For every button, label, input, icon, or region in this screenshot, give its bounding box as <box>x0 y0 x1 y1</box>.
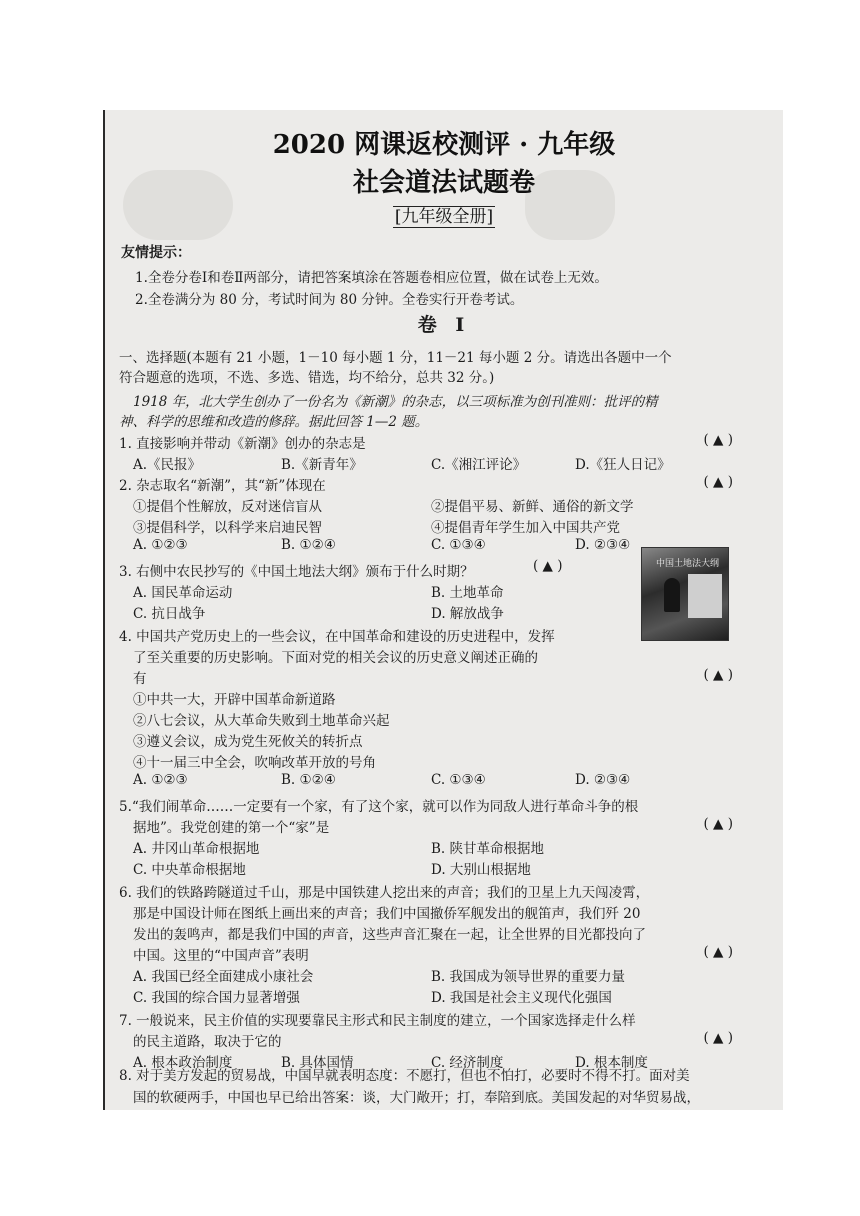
q4-statement-3: ③遵义会议，成为党生死攸关的转折点 <box>133 733 363 750</box>
q1-option-d: D.《狂人日记》 <box>575 456 671 473</box>
question-4-stem: 了至关重要的历史影响。下面对党的相关会议的历史意义阐述正确的 <box>133 649 538 666</box>
q7-option-b: B. 具体国情 <box>281 1054 354 1071</box>
question-6-stem: 那是中国设计师在图纸上画出来的声音；我们中国撤侨军舰发出的舰笛声，我们歼 20 <box>133 905 641 922</box>
q6-option-c: C. 我国的综合国力显著增强 <box>133 989 300 1006</box>
question-4-stem: 4. 中国共产党历史上的一些会议，在中国革命和建设的历史进程中，发挥 <box>119 628 555 645</box>
q7-option-a: A. 根本政治制度 <box>133 1054 233 1071</box>
q5-option-c: C. 中央革命根据地 <box>133 861 246 878</box>
section-instruction: 符合题意的选项，不选、多选、错选，均不给分，总共 32 分。) <box>119 370 495 387</box>
q3-option-a: A. 国民革命运动 <box>133 584 233 601</box>
q4-statement-4: ④十一届三中全会，吹响改革开放的号角 <box>133 754 376 771</box>
q6-option-d: D. 我国是社会主义现代化强国 <box>431 989 612 1006</box>
answer-mark: ( ▲ ) <box>533 558 563 574</box>
tips-heading: 友情提示： <box>121 245 191 261</box>
question-3-stem: 3. 右侧中农民抄写的《中国土地法大纲》颁布于什么时期？ <box>119 563 474 580</box>
q6-option-a: A. 我国已经全面建成小康社会 <box>133 968 314 985</box>
question-5-stem: 5.“我们闹革命……一定要有一个家，有了这个家，就可以作为同敌人进行革命斗争的根 <box>119 798 639 815</box>
q1-option-b: B.《新青年》 <box>281 456 363 473</box>
q7-option-c: C. 经济制度 <box>431 1054 504 1071</box>
exam-scope-text: [九年级全册] <box>394 207 494 227</box>
question-7-stem: 7. 一般说来，民主价值的实现要靠民主形式和民主制度的建立，一个国家选择走什么样 <box>119 1012 636 1029</box>
answer-mark: ( ▲ ) <box>703 1029 733 1046</box>
q2-option-a: A. ①②③ <box>133 537 188 553</box>
q5-option-d: D. 大别山根据地 <box>431 861 531 878</box>
q4-option-c: C. ①③④ <box>431 771 486 788</box>
q5-option-b: B. 陕甘革命根据地 <box>431 840 545 857</box>
q5-option-a: A. 井冈山革命根据地 <box>133 840 260 857</box>
question-6-stem: 中国。这里的“中国声音”表明 <box>133 947 309 964</box>
q2-statement-4: ④提倡青年学生加入中国共产党 <box>431 519 620 536</box>
q7-option-d: D. 根本制度 <box>575 1054 648 1071</box>
q2-option-b: B. ①②④ <box>281 537 336 553</box>
q2-option-c: C. ①③④ <box>431 537 486 553</box>
q2-statement-1: ①提倡个性解放，反对迷信盲从 <box>133 498 322 515</box>
exam-paper <box>103 110 783 1110</box>
q2-statement-3: ③提倡科学，以科学来启迪民智 <box>133 519 322 536</box>
tip-1: 1.全卷分卷Ⅰ和卷Ⅱ两部分，请把答案填涂在答题卷相应位置，做在试卷上无效。 <box>135 270 608 286</box>
q3-option-d: D. 解放战争 <box>431 605 504 622</box>
tip-2: 2.全卷满分为 80 分，考试时间为 80 分钟。全卷实行开卷考试。 <box>135 292 524 308</box>
volume-heading: 卷 Ⅰ <box>417 314 471 336</box>
question-1-stem: 1. 直接影响并带动《新潮》创办的杂志是 <box>119 435 366 452</box>
answer-mark: ( ▲ ) <box>703 666 733 683</box>
q4-statement-2: ②八七会议，从大革命失败到土地革命兴起 <box>133 712 390 729</box>
question-8-stem: 国的软硬两手，中国也早已给出答案：谈，大门敞开；打，奉陪到底。美国发起的对华贸易战， <box>133 1090 700 1106</box>
q2-option-d: D. ②③④ <box>575 537 631 553</box>
q4-option-d: D. ②③④ <box>575 771 631 788</box>
q3-option-b: B. 土地革命 <box>431 584 504 601</box>
reading-intro: 1918 年，北大学生创办了一份名为《新潮》的杂志，以三项标准为创刊准则：批评的精 <box>133 393 658 410</box>
answer-mark: ( ▲ ) <box>703 815 733 832</box>
exam-title: 2020 网课返校测评 · 九年级 <box>272 130 616 160</box>
q3-option-c: C. 抗日战争 <box>133 605 206 622</box>
question-6-stem: 发出的轰鸣声，都是我们中国的声音，这些声音汇聚在一起，让全世界的目光都投向了 <box>133 926 646 943</box>
q1-option-a: A.《民报》 <box>133 456 202 473</box>
photo-figure <box>664 578 680 612</box>
section-instruction: 一、选择题(本题有 21 小题，1－10 每小题 1 分，11－21 每小题 2 分。请选出各题中一个 <box>119 350 672 366</box>
q4-option-a: A. ①②③ <box>133 771 188 788</box>
q4-option-b: B. ①②④ <box>281 771 336 788</box>
answer-mark: ( ▲ ) <box>703 943 733 960</box>
question-8-stem: 8. 对于美方发起的贸易战，中国早就表明态度：不愿打，但也不怕打，必要时不得不打。面对美 <box>119 1068 690 1084</box>
q1-option-c: C.《湘江评论》 <box>431 456 527 473</box>
question-2-stem: 2. 杂志取名“新潮”，其“新”体现在 <box>119 477 326 494</box>
answer-mark: ( ▲ ) <box>703 473 733 490</box>
q2-statement-2: ②提倡平易、新鲜、通俗的新文学 <box>431 498 634 515</box>
answer-mark: ( ▲ ) <box>703 431 733 448</box>
photo-board <box>688 574 722 618</box>
q6-option-b: B. 我国成为领导世界的重要力量 <box>431 968 626 985</box>
photo-caption: 中国土地法大纲 <box>656 558 720 569</box>
exam-scope <box>105 202 783 227</box>
land-law-photo <box>641 547 729 641</box>
question-5-stem: 据地”。我党创建的第一个“家”是 <box>133 819 330 836</box>
q4-statement-1: ①中共一大，开辟中国革命新道路 <box>133 691 336 708</box>
reading-intro: 神、科学的思维和改造的修辞。据此回答 1—2 题。 <box>119 413 429 430</box>
question-7-stem: 的民主道路，取决于它的 <box>133 1033 282 1050</box>
question-4-stem: 有 <box>133 670 147 687</box>
exam-subtitle: 社会道法试题卷 <box>352 168 535 198</box>
question-6-stem: 6. 我们的铁路跨隧道过千山，那是中国铁建人挖出来的声音；我们的卫星上九天闯凌霄， <box>119 884 650 901</box>
